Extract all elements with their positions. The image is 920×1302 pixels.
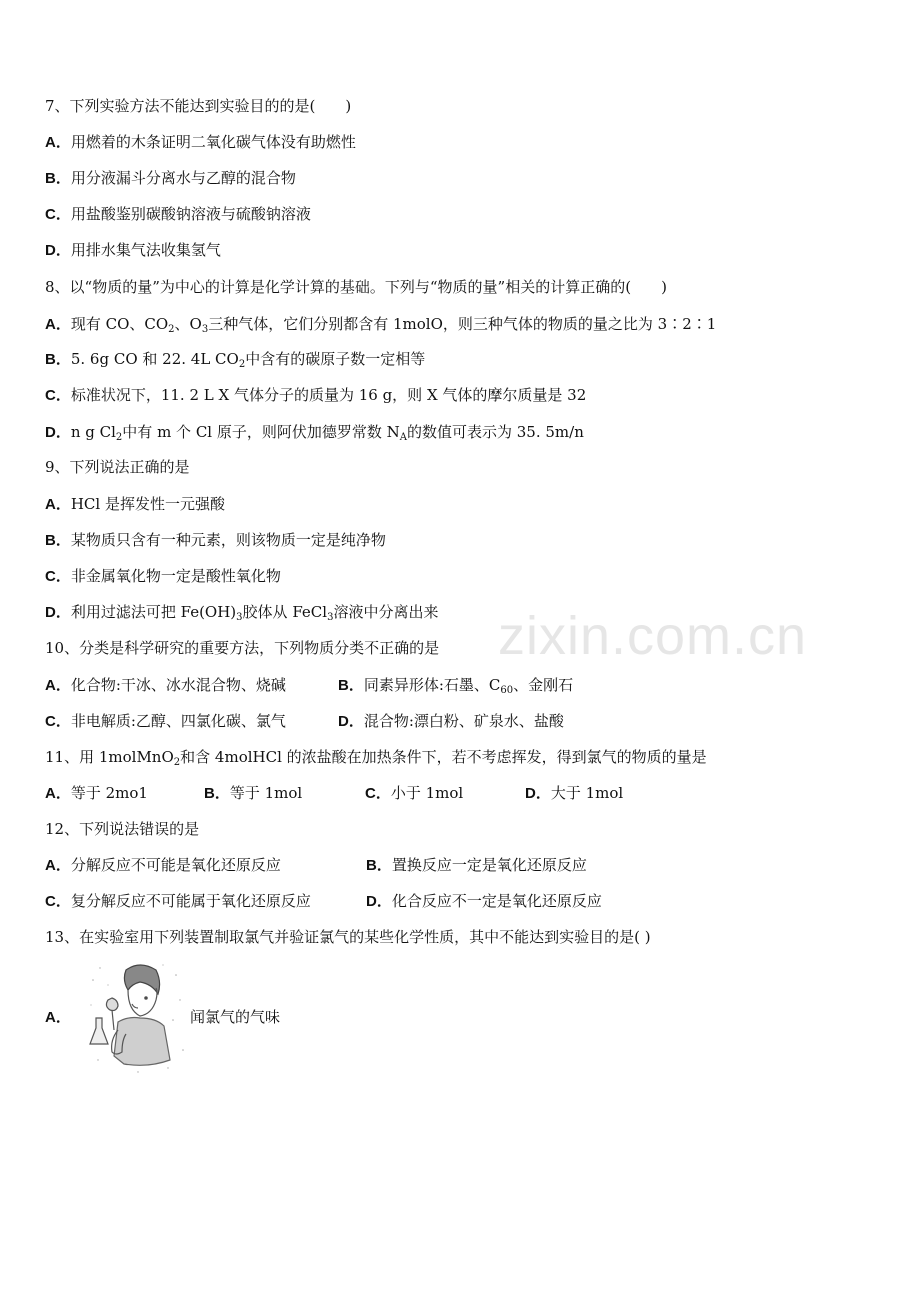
question-10-option-a: [45, 675, 286, 696]
option-text: 非电解质:乙醇、四氯化碳、氯气: [70, 712, 286, 730]
option-letter: C．: [45, 568, 71, 585]
question-9-option-a: [45, 494, 225, 515]
question-10-option-c: [45, 711, 286, 732]
option-text: 混合物:漂白粉、矿泉水、盐酸: [363, 712, 564, 730]
question-7-option-a: [45, 132, 356, 153]
option-text: 等于 2mo1: [70, 784, 148, 802]
option-letter: B．: [338, 677, 364, 694]
person-smelling-gas-figure: [88, 960, 188, 1075]
option-letter: A．: [45, 1009, 71, 1026]
option-text: 用分液漏斗分离水与乙醇的混合物: [70, 169, 296, 187]
option-letter: A．: [45, 677, 71, 694]
option-text: 复分解反应不可能属于氧化还原反应: [70, 892, 311, 910]
option-text: n g Cl: [70, 423, 116, 441]
option-letter: C．: [45, 206, 71, 223]
question-7-option-b: [45, 168, 296, 189]
option-text: 现有 CO、CO: [70, 315, 169, 333]
question-11-option-d: [525, 783, 623, 804]
question-10-option-b: [338, 675, 573, 696]
subscript: 60: [500, 685, 514, 696]
option-letter: D．: [338, 713, 364, 730]
option-letter: A．: [45, 857, 71, 874]
option-text: 非金属氧化物一定是酸性氧化物: [70, 567, 281, 585]
question-11-option-a: [45, 783, 148, 804]
question-12-stem: 12、下列说法错误的是: [45, 820, 200, 838]
question-7-stem: 7、下列实验方法不能达到实验目的的是( ): [45, 97, 352, 115]
question-11-stem: [45, 747, 707, 767]
option-letter: B．: [45, 532, 71, 549]
option-text: 置换反应一定是氧化还原反应: [391, 856, 587, 874]
option-letter: A．: [45, 496, 71, 513]
question-8-option-d: [45, 422, 584, 443]
subscript: 2: [115, 432, 123, 443]
question-13-stem: 13、在实验室用下列装置制取氯气并验证氯气的某些化学性质，其中不能达到实验目的是( ): [45, 928, 651, 946]
question-8-option-a: [45, 314, 716, 335]
option-letter: C．: [45, 893, 71, 910]
question-12-option-d: [366, 891, 602, 912]
question-9-option-d: [45, 602, 438, 623]
question-12-option-b: [366, 855, 587, 876]
person-smelling-gas-icon: [88, 960, 188, 1075]
stem-text: 和含 4molHCl 的浓盐酸在加热条件下，若不考虑挥发，得到氯气的物质的量是: [180, 748, 707, 766]
subscript: 2: [173, 757, 181, 768]
option-letter: D．: [45, 242, 71, 259]
option-text: 用排水集气法收集氢气: [70, 241, 221, 259]
option-text: 利用过滤法可把 Fe(OH): [70, 603, 237, 621]
option-text: 、O: [174, 315, 202, 333]
option-text: 化合反应不一定是氧化还原反应: [391, 892, 602, 910]
question-7-option-d: [45, 240, 221, 261]
option-text: 等于 1mol: [229, 784, 303, 802]
option-text: 同素异形体:石墨、C: [363, 676, 501, 694]
question-9-option-b: [45, 530, 386, 551]
option-text: 三种气体，它们分别都含有 1molO，则三种气体的物质的量之比为 3∶2∶1: [208, 315, 717, 333]
option-letter: B．: [366, 857, 392, 874]
question-8-option-c: [45, 385, 586, 406]
option-text: 用燃着的木条证明二氧化碳气体没有助燃性: [70, 133, 356, 151]
subscript: 2: [168, 324, 175, 335]
question-10-stem: 10、分类是科学研究的重要方法，下列物质分类不正确的是: [45, 639, 440, 657]
option-text: 化合物:干冰、冰水混合物、烧碱: [70, 676, 286, 694]
question-12-option-c: [45, 891, 311, 912]
watermark: zixin.com.cn: [498, 606, 808, 666]
question-10-option-d: [338, 711, 564, 732]
option-letter: D．: [366, 893, 392, 910]
option-text: 胶体从 FeCl: [242, 603, 328, 621]
option-letter: B．: [204, 785, 230, 802]
option-letter: C．: [365, 785, 391, 802]
question-7-option-c: [45, 204, 311, 225]
option-letter: B．: [45, 351, 71, 368]
option-letter: A．: [45, 316, 71, 333]
subscript: 3: [327, 612, 334, 623]
option-text: 中有 m 个 Cl 原子，则阿伏加德罗常数 N: [122, 423, 400, 441]
option-letter: D．: [45, 604, 71, 621]
subscript: 3: [236, 612, 243, 623]
question-8-stem: 8、以“物质的量”为中心的计算是化学计算的基础。下列与“物质的量”相关的计算正确的( ): [45, 278, 667, 296]
option-text: 标准状况下，11. 2 L X 气体分子的质量为 16 g，则 X 气体的摩尔质量是 32: [70, 386, 587, 404]
option-text: 的数值可表示为 35. 5m/n: [407, 423, 584, 441]
option-text: 分解反应不可能是氧化还原反应: [70, 856, 281, 874]
question-11-option-b: [204, 783, 302, 804]
question-8-option-b: [45, 349, 425, 370]
subscript: 3: [201, 324, 209, 335]
stem-text: 11、用 1molMnO: [45, 748, 174, 766]
subscript: A: [399, 432, 407, 443]
option-text: 溶液中分离出来: [333, 603, 439, 621]
question-9-option-c: [45, 566, 281, 587]
option-text: 某物质只含有一种元素，则该物质一定是纯净物: [70, 531, 386, 549]
option-letter: D．: [45, 424, 71, 441]
option-text: 5. 6g CO 和 22. 4L CO: [70, 350, 239, 368]
option-text: 用盐酸鉴别碳酸钠溶液与硫酸钠溶液: [70, 205, 311, 223]
question-12-option-a: [45, 855, 281, 876]
question-11-option-c: [365, 783, 463, 804]
option-letter: D．: [525, 785, 551, 802]
subscript: 2: [238, 359, 246, 370]
option-text: 小于 1mol: [390, 784, 464, 802]
question-13-option-a-caption: 闻氯气的气味: [190, 1008, 281, 1026]
option-text: 、金刚石: [513, 676, 574, 694]
question-9-stem: 9、下列说法正确的是: [45, 458, 190, 476]
option-letter: B．: [45, 170, 71, 187]
question-13-option-a-letter: [45, 1007, 71, 1028]
option-letter: C．: [45, 713, 71, 730]
option-letter: A．: [45, 785, 71, 802]
option-text: HCl 是挥发性一元强酸: [70, 495, 225, 513]
option-letter: A．: [45, 134, 71, 151]
option-text: 中含有的碳原子数一定相等: [245, 350, 426, 368]
option-letter: C．: [45, 387, 71, 404]
option-text: 大于 1mol: [550, 784, 624, 802]
